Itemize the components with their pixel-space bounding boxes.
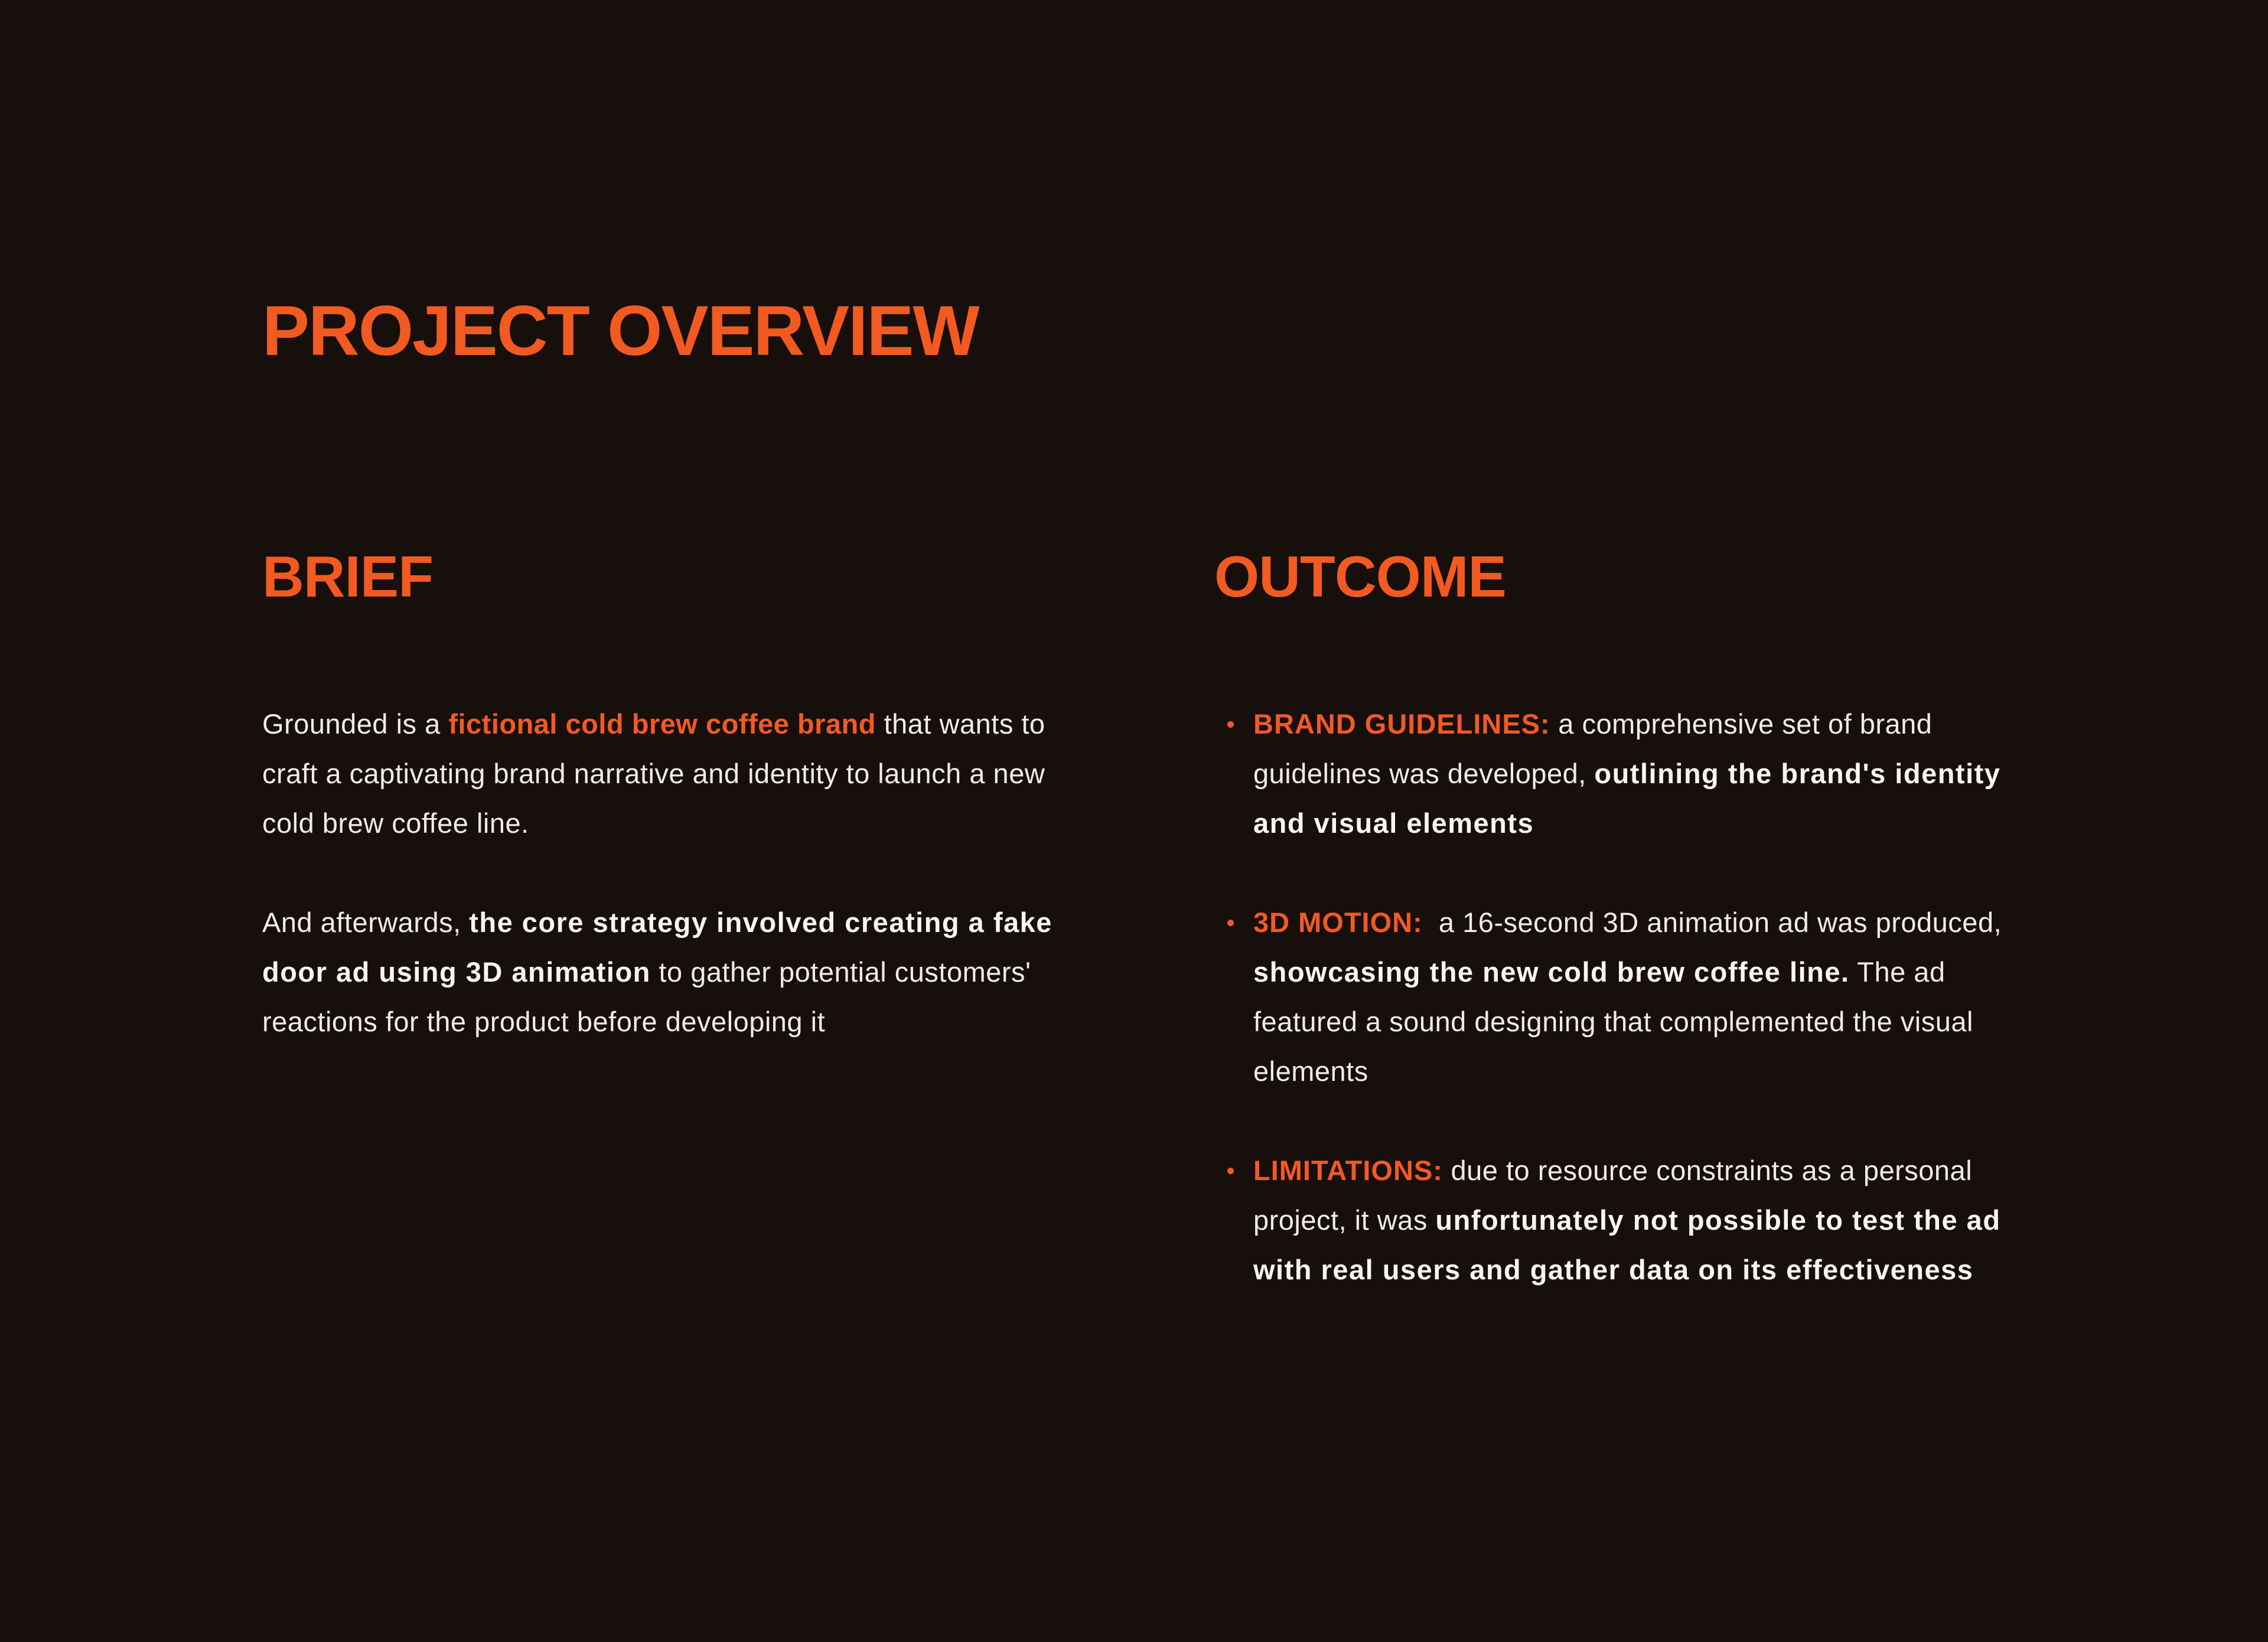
brief-p1-text-start: Grounded is a [262,708,449,739]
bullet-dot-icon [1227,721,1234,728]
outcome-item-3d-motion [1214,898,2041,1096]
brief-p2-text-start: And afterwards, [262,907,470,938]
outcome-list [1214,699,2041,1344]
brief-p1-highlight: fictional cold brew coffee brand [448,708,876,739]
outcome-item-text-end: The ad featured a sound designing that complemented the visual elements [1253,956,1973,1087]
outcome-heading: OUTCOME [1214,544,1506,609]
outcome-item-brand-guidelines [1214,699,2041,848]
outcome-item-label: LIMITATIONS: [1253,1155,1443,1186]
brief-paragraph-1 [262,699,1065,848]
brief-p1-text-end: that wants to craft a captivating brand narrative and identity to launch a new cold brew coffee line. [262,708,1045,839]
outcome-item-bold: unfortunately not possible to test the ad with real users and gather data on its effectiveness [1253,1204,2001,1285]
page-title: PROJECT OVERVIEW [262,291,979,370]
outcome-item-bold: showcasing the new cold brew coffee line. [1253,956,1850,988]
outcome-item-text: a comprehensive set of brand guidelines was developed, [1253,708,1933,789]
outcome-item-bold: outlining the brand's identity and visual elements [1253,758,2001,839]
brief-paragraph-2 [262,898,1065,1047]
outcome-item-label: 3D MOTION: [1253,907,1423,938]
brief-p2-highlight: the core strategy involved creating a fake door ad using 3D animation [262,907,1052,988]
bullet-dot-icon [1227,920,1234,926]
outcome-item-text: due to resource constraints as a personal project, it was [1253,1155,1973,1236]
brief-p2-text-end: to gather potential customers' reactions for the product before developing it [262,956,1031,1037]
outcome-item-text: a 16-second 3D animation ad was produced, [1422,907,2010,938]
bullet-dot-icon [1227,1168,1234,1174]
outcome-item-limitations [1214,1146,2041,1295]
outcome-item-label: BRAND GUIDELINES: [1253,708,1550,739]
brief-heading: BRIEF [262,544,433,609]
